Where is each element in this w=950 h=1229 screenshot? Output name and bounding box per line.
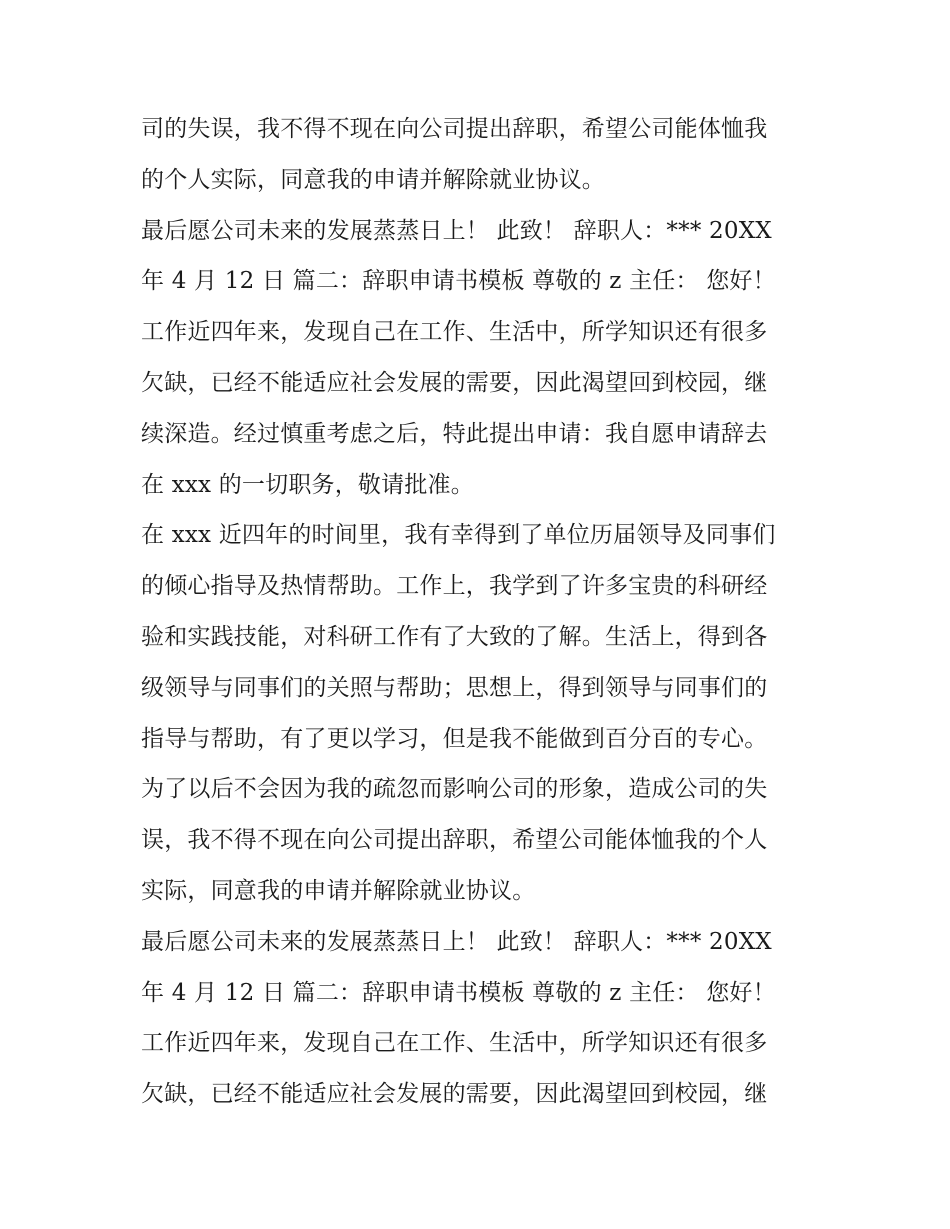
text-line: 级领导与同事们的关照与帮助；思想上，得到领导与同事们的: [141, 674, 768, 701]
text-line: 年 4 月 12 日 篇二：辞职申请书模板 尊敬的 z 主任： 您好！: [141, 979, 776, 1006]
text-line: 欠缺，已经不能适应社会发展的需要，因此渴望回到校园，继: [141, 369, 768, 396]
text-line: 验和实践技能，对科研工作有了大致的了解。生活上，得到各: [141, 623, 768, 650]
text-line: 的个人实际，同意我的申请并解除就业协议。: [141, 166, 605, 193]
text-line: 续深造。经过慎重考虑之后，特此提出申请：我自愿申请辞去: [141, 420, 768, 447]
text-line: 欠缺，已经不能适应社会发展的需要，因此渴望回到校园，继: [141, 1081, 768, 1108]
text-line: 误，我不得不现在向公司提出辞职，希望公司能体恤我的个人: [141, 827, 768, 854]
text-line: 实际，同意我的申请并解除就业协议。: [141, 877, 536, 904]
text-line: 指导与帮助，有了更以学习，但是我不能做到百分百的专心。: [141, 725, 768, 752]
text-line: 最后愿公司未来的发展蒸蒸日上！ 此致！ 辞职人：*** 20XX: [141, 928, 772, 955]
text-line: 年 4 月 12 日 篇二：辞职申请书模板 尊敬的 z 主任： 您好！: [141, 268, 776, 295]
text-line: 为了以后不会因为我的疏忽而影响公司的形象，造成公司的失: [141, 776, 768, 803]
text-line: 司的失误，我不得不现在向公司提出辞职，希望公司能体恤我: [141, 116, 768, 142]
text-line: 在 xxx 的一切职务，敬请批准。: [141, 471, 474, 498]
text-line: 的倾心指导及热情帮助。工作上，我学到了许多宝贵的科研经: [141, 573, 768, 600]
document-body: [141, 104, 821, 1120]
text-line: 工作近四年来，发现自己在工作、生活中，所学知识还有很多: [141, 1030, 768, 1057]
text-line: 在 xxx 近四年的时间里，我有幸得到了单位历届领导及同事们: [141, 522, 776, 549]
text-line: 最后愿公司未来的发展蒸蒸日上！ 此致！ 辞职人：*** 20XX: [141, 217, 772, 244]
text-line: 工作近四年来，发现自己在工作、生活中，所学知识还有很多: [141, 319, 768, 346]
